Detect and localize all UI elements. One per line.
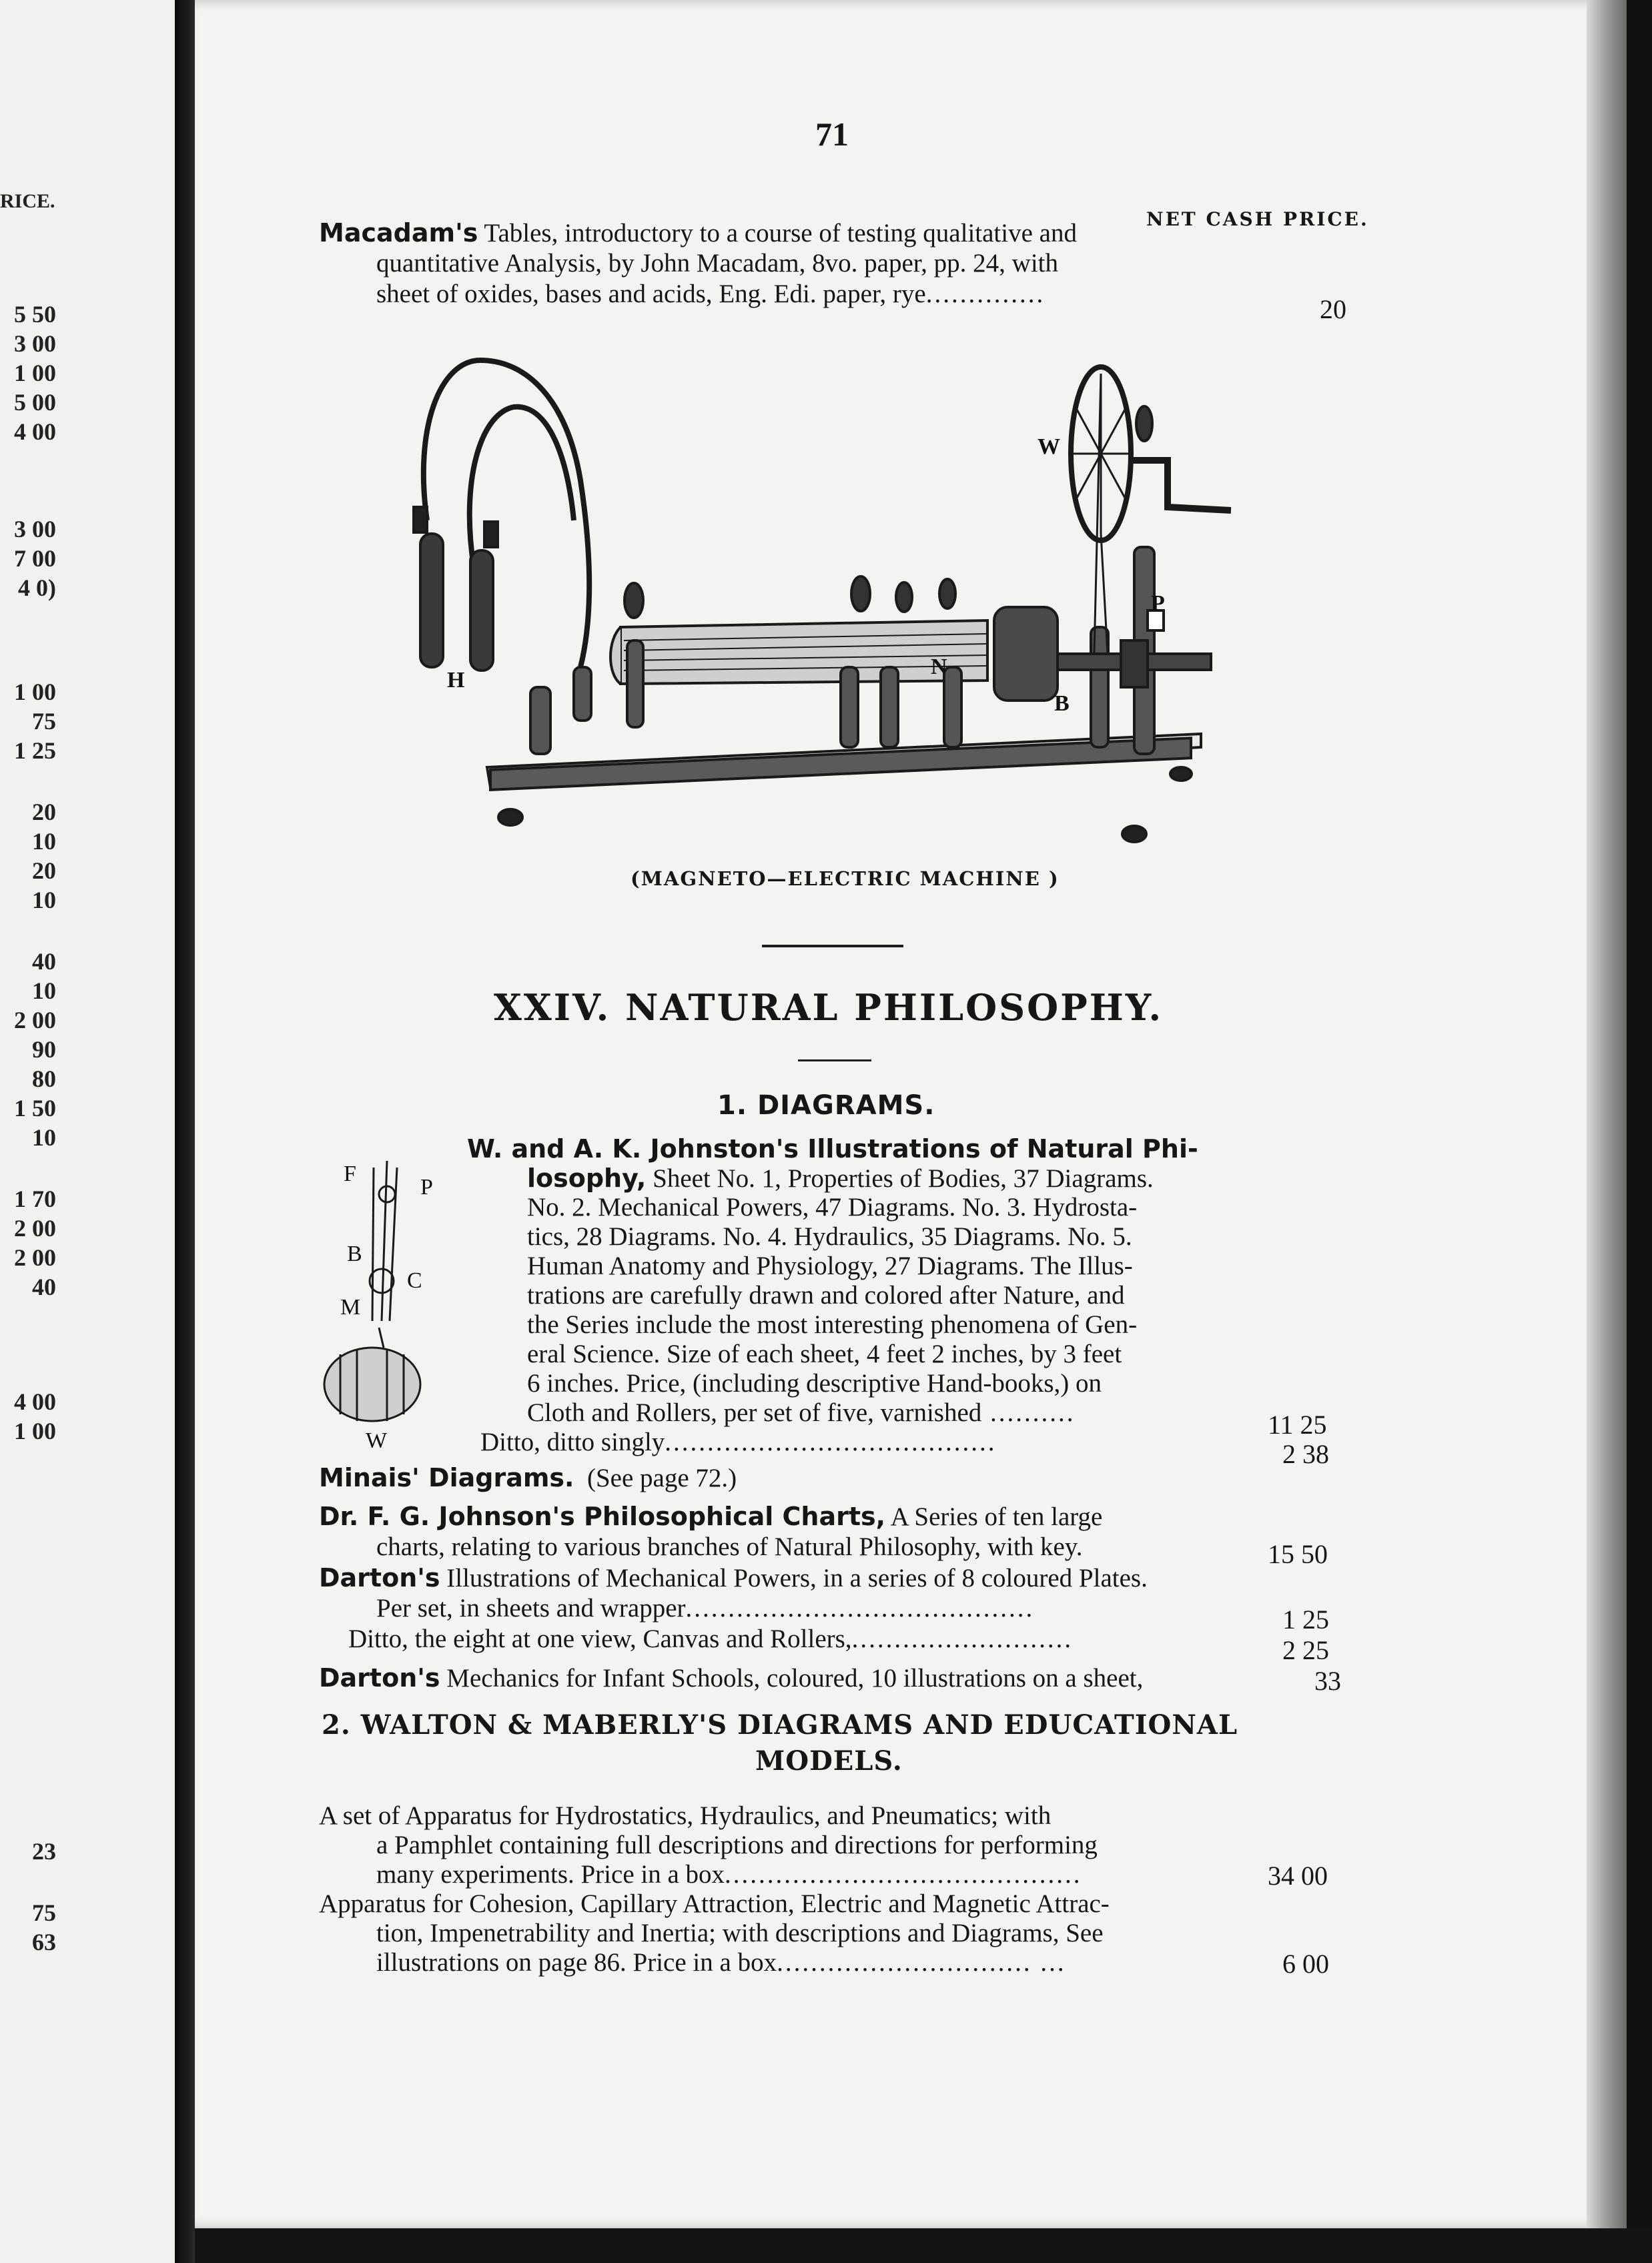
left-page-price: 63 xyxy=(32,1929,56,1955)
minais-entry xyxy=(319,1462,737,1493)
macadam-entry xyxy=(319,217,1077,310)
apparatus-cohesion-price: 6 00 xyxy=(1282,1949,1329,1979)
apparatus-cohesion-entry xyxy=(319,1889,1110,1977)
left-page-price: 1 50 xyxy=(14,1095,56,1121)
entry-heading: losophy, xyxy=(527,1164,647,1193)
darton-mechanics-entry xyxy=(319,1663,1143,1693)
entry-text: Sheet No. 1, Properties of Bodies, 37 Diagrams. xyxy=(653,1164,1154,1193)
section-title: XXIV. NATURAL PHILOSOPHY. xyxy=(494,986,1164,1029)
left-page-price: 90 xyxy=(32,1036,56,1063)
entry-text: Tables, introductory to a course of testing qualitative and xyxy=(484,219,1077,248)
apparatus-hydrostatics-price: 34 00 xyxy=(1268,1861,1328,1891)
left-page-price: 75 xyxy=(32,1899,56,1926)
left-page-price: 80 xyxy=(32,1065,56,1092)
left-page-price: 1 00 xyxy=(14,678,56,705)
pulley-label-c: C xyxy=(407,1268,422,1293)
darton-price-set: 1 25 xyxy=(1282,1605,1329,1635)
pulley-label-m: M xyxy=(340,1295,361,1320)
left-page-price: 1 70 xyxy=(14,1186,56,1212)
entry-text: Mechanics for Infant Schools, coloured, 10 illustrations on a sheet, xyxy=(446,1664,1144,1693)
left-page-price: 2 00 xyxy=(14,1215,56,1242)
left-page-price: 3 00 xyxy=(14,516,56,542)
leader-dots: ......................................... xyxy=(685,1594,1035,1623)
illustration-caption: (MAGNETO—ELECTRIC MACHINE ) xyxy=(631,867,1060,890)
pulley-diagram-figure xyxy=(320,1154,454,1448)
entry-heading: Macadam's xyxy=(319,218,478,248)
entry-text: tics, 28 Diagrams. No. 4. Hydraulics, 35 Diagrams. No. 5. xyxy=(527,1222,1132,1251)
entry-text: a Pamphlet containing full descriptions and directions for performing xyxy=(376,1831,1098,1859)
apparatus-hydrostatics-entry xyxy=(319,1801,1098,1889)
left-page-price: 4 0) xyxy=(18,574,56,601)
leader-dots: .......................................... xyxy=(725,1860,1082,1889)
entry-text: No. 2. Mechanical Powers, 47 Diagrams. No. 3. Hydrosta- xyxy=(527,1193,1138,1222)
pulley-label-w: W xyxy=(366,1428,388,1448)
leader-dots: ....................................... xyxy=(665,1428,997,1456)
entry-text: many experiments. Price in a box xyxy=(376,1860,725,1889)
entry-text: A set of Apparatus for Hydrostatics, Hydraulics, and Pneumatics; with xyxy=(319,1801,1052,1830)
left-page-price: 75 xyxy=(32,708,56,735)
left-page-price: 3 00 xyxy=(14,330,56,357)
leader-dots: .......... xyxy=(981,1398,1076,1427)
left-page-price: 10 xyxy=(32,977,56,1004)
left-page-price: 2 00 xyxy=(14,1007,56,1033)
label-b: B xyxy=(1054,691,1070,716)
left-page-header: RICE. xyxy=(0,190,55,212)
entry-text: 6 inches. Price, (including descriptive Hand-books,) on xyxy=(527,1369,1102,1398)
left-page-price: 40 xyxy=(32,948,56,975)
subsection-title-diagrams: 1. DIAGRAMS. xyxy=(717,1090,935,1121)
left-page-price: 4 00 xyxy=(14,418,56,445)
label-w: W xyxy=(1038,434,1060,459)
label-p: P xyxy=(1151,591,1165,616)
entry-text: sheet of oxides, bases and acids, Eng. Edi. paper, rye xyxy=(376,280,926,308)
subsection-title-walton: 2. WALTON & MABERLY'S DIAGRAMS AND EDUCATIONAL xyxy=(322,1709,1238,1741)
entry-text: A Series of ten large xyxy=(890,1502,1103,1531)
page-number: 71 xyxy=(815,115,849,153)
pulley-label-b: B xyxy=(347,1242,362,1266)
johnson-price: 15 50 xyxy=(1268,1539,1328,1569)
left-page-price: 2 00 xyxy=(14,1244,56,1271)
label-n: N xyxy=(931,654,947,679)
darton-illustrations-entry xyxy=(319,1562,1148,1655)
subsection-title-walton-cont: MODELS. xyxy=(755,1745,903,1777)
johnston-price-set: 11 25 xyxy=(1268,1410,1327,1440)
entry-heading: Minais' Diagrams. xyxy=(319,1463,574,1492)
left-page-fragment xyxy=(0,0,175,2263)
leader-dots: .............. xyxy=(925,280,1046,308)
darton-mechanics-price: 33 xyxy=(1314,1666,1341,1696)
entry-text: Human Anatomy and Physiology, 27 Diagrams. The Illus- xyxy=(527,1252,1133,1280)
book-gutter xyxy=(175,0,195,2263)
left-page-price: 1 25 xyxy=(14,737,56,764)
pulley-label-p: P xyxy=(420,1175,433,1200)
johnston-entry xyxy=(467,1134,1198,1457)
left-page-price: 7 00 xyxy=(14,545,56,572)
entry-heading: Darton's xyxy=(319,1563,440,1593)
section-divider xyxy=(762,945,903,947)
price-column-header: NET CASH PRICE. xyxy=(1146,208,1369,230)
entry-text: Illustrations of Mechanical Powers, in a series of 8 coloured Plates. xyxy=(446,1564,1148,1593)
left-page-price: 10 xyxy=(32,1124,56,1151)
left-page-price: 4 00 xyxy=(14,1388,56,1415)
entry-text: Per set, in sheets and wrapper xyxy=(376,1594,686,1623)
title-underline xyxy=(798,1059,871,1061)
macadam-price: 20 xyxy=(1320,294,1346,324)
entry-text: charts, relating to various branches of Natural Philosophy, with key. xyxy=(376,1532,1083,1561)
left-page-price: 5 50 xyxy=(14,301,56,328)
left-page-price: 1 00 xyxy=(14,1418,56,1444)
left-page-price: 23 xyxy=(32,1838,56,1865)
magneto-electric-machine-illustration xyxy=(400,347,1241,854)
left-page-price: 20 xyxy=(32,799,56,825)
entry-heading: Darton's xyxy=(319,1663,440,1693)
page-bottom-border xyxy=(195,2228,1652,2263)
entry-text: Apparatus for Cohesion, Capillary Attraction, Electric and Magnetic Attrac- xyxy=(319,1889,1110,1918)
left-page-price: 5 00 xyxy=(14,389,56,416)
entry-text: quantitative Analysis, by John Macadam, 8vo. paper, pp. 24, with xyxy=(376,249,1059,278)
left-page-price: 20 xyxy=(32,857,56,884)
leader-dots: .............................. ... xyxy=(777,1948,1066,1977)
entry-heading: W. and A. K. Johnston's Illustrations of Natural Phi- xyxy=(467,1134,1198,1164)
page-edge-shadow xyxy=(1587,0,1627,2228)
johnston-price-single: 2 38 xyxy=(1282,1439,1329,1469)
entry-text: (See page 72.) xyxy=(587,1464,737,1492)
johnson-entry xyxy=(319,1501,1102,1562)
left-page-price: 1 00 xyxy=(14,360,56,386)
leader-dots: .......................... xyxy=(851,1625,1074,1653)
entry-text: trations are carefully drawn and colored after Nature, and xyxy=(527,1281,1125,1310)
left-page-price: 40 xyxy=(32,1274,56,1300)
entry-text: illustrations on page 86. Price in a box xyxy=(376,1948,777,1977)
entry-text: the Series include the most interesting phenomena of Gen- xyxy=(527,1310,1138,1339)
label-h: H xyxy=(447,668,465,693)
entry-text: eral Science. Size of each sheet, 4 feet 2 inches, by 3 feet xyxy=(527,1340,1122,1368)
left-page-price: 10 xyxy=(32,828,56,855)
entry-text: tion, Impenetrability and Inertia; with descriptions and Diagrams, See xyxy=(376,1919,1104,1947)
darton-price-canvas: 2 25 xyxy=(1282,1635,1329,1665)
entry-heading: Dr. F. G. Johnson's Philosophical Charts, xyxy=(319,1502,886,1531)
entry-text: Ditto, the eight at one view, Canvas and Rollers, xyxy=(348,1625,852,1653)
entry-text: Ditto, ditto singly xyxy=(480,1428,665,1456)
entry-text: Cloth and Rollers, per set of five, varnished xyxy=(527,1398,982,1427)
pulley-label-f: F xyxy=(344,1162,356,1186)
left-page-price: 10 xyxy=(32,887,56,913)
